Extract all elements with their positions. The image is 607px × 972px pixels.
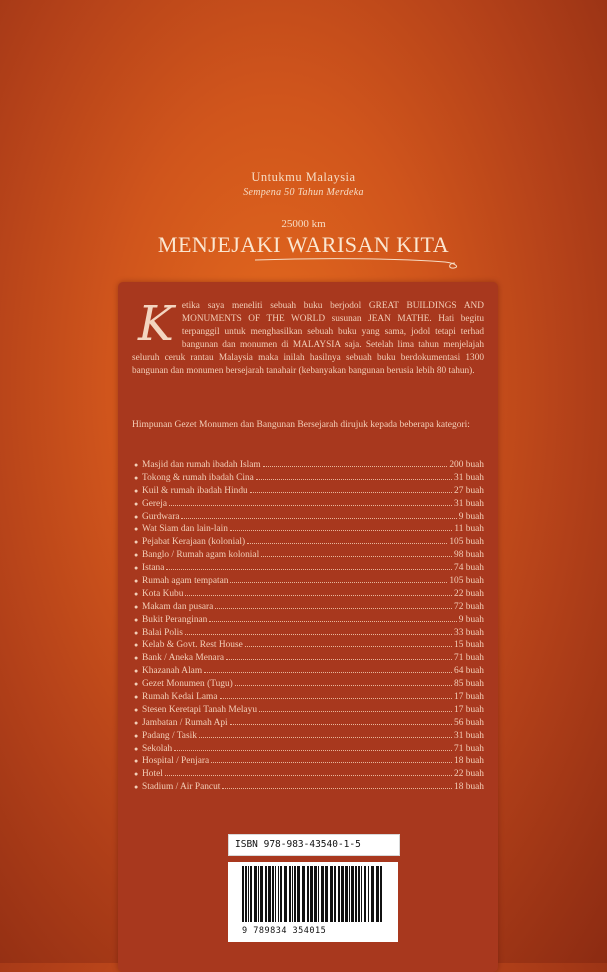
leader-dots [181,518,456,519]
category-row [134,576,484,589]
bullet-icon: ● [134,602,139,611]
barcode-bar [364,866,366,922]
category-count: 31 buah [454,730,484,741]
leader-dots [245,646,452,647]
subtitle-sempena: Sempena 50 Tahun Merdeka [243,187,364,198]
leader-dots [222,788,452,789]
category-name: Makam dan pusara [142,601,214,612]
distance-label: 25000 km [281,218,326,230]
category-row [134,640,484,653]
category-name: Rumah agam tempatan [142,576,229,587]
category-name: Wat Siam dan lain-lain [142,524,228,535]
leader-dots [169,505,452,506]
category-row [134,666,484,679]
barcode-bar [254,866,257,922]
bullet-icon: ● [134,461,139,469]
leader-dots [235,685,452,686]
bullet-icon: ● [134,473,139,482]
category-name: Pejabat Kerajaan (kolonial) [142,537,246,548]
bullet-icon: ● [134,577,139,586]
category-row [134,782,484,795]
leader-dots [185,595,452,596]
bullet-icon: ● [134,525,139,534]
category-name: Hospital / Penjara [142,756,210,767]
category-name: Tokong & rumah ibadah Cina [142,472,254,483]
category-name: Kelab & Govt. Rest House [142,640,243,651]
category-count: 22 buah [454,588,484,599]
bullet-icon: ● [134,667,139,676]
category-name: Bukit Peranginan [142,614,208,625]
bullet-icon: ● [134,680,139,689]
category-row [134,602,484,615]
bullet-icon: ● [134,538,139,547]
category-name: Gereja [142,498,167,509]
bullet-icon: ● [134,641,139,650]
bullet-icon: ● [134,615,139,624]
leader-dots [230,582,447,583]
bullet-icon: ● [134,744,139,753]
category-row [134,550,484,563]
leader-dots [209,621,456,622]
category-count: 27 buah [454,485,484,496]
category-count: 22 buah [454,769,484,780]
category-count: 200 buah [449,460,484,470]
leader-dots [165,775,452,776]
bullet-icon: ● [134,589,139,598]
bullet-icon: ● [134,512,139,521]
category-row [134,653,484,666]
category-name: Banglo / Rumah agam kolonial [142,550,260,561]
leader-dots [204,672,452,673]
category-name: Balai Polis [142,627,183,638]
leader-dots [220,698,453,699]
barcode-bar [284,866,287,922]
category-name: Khazanah Alam [142,666,203,677]
barcode-bar [330,866,333,922]
leader-dots [166,569,452,570]
intro-text: etika saya meneliti sebuah buku berjodol GREAT BUILDINGS AND MONUMENTS OF THE WORLD susunan JEAN MATHE. Hati begitu terpanggil untuk menghasilkan sebuah buku yang sama, jodol tetapi terhad bangunan dan monumen di MALAYSIA saja. Setelah lima tahun menjelajah seluruh ceruk rantau Malaysia maka inilah hasilnya sebuah buku berdokumentasi 1300 bangunan dan monumen bersejarah tanahair (kebanyakan bangunan berusia lebih 80 tahun). [132,301,484,376]
category-row [134,718,484,731]
barcode-bar [280,866,282,922]
barcode-bar [242,866,244,922]
category-count: 11 buah [454,524,484,535]
barcode-bar [325,866,328,922]
category-count: 17 buah [454,692,484,703]
barcode-bars [236,866,390,924]
category-count: 71 buah [454,743,484,754]
category-name: Gurdwara [142,511,180,522]
category-count: 105 buah [449,537,484,548]
bullet-icon: ● [134,551,139,560]
category-count: 18 buah [454,782,484,793]
barcode-bar [361,866,362,922]
barcode-bar [258,866,259,922]
barcode-bar [297,866,300,922]
category-count: 17 buah [454,704,484,715]
barcode-bar [289,866,291,922]
leader-dots [263,466,448,467]
category-count: 74 buah [454,563,484,574]
bullet-icon: ● [134,499,139,508]
intro-paragraph [132,296,484,378]
barcode-bar [307,866,309,922]
isbn-label: ISBN 978-983-43540-1-5 [228,834,400,856]
barcode-bar [248,866,249,922]
bullet-icon: ● [134,693,139,702]
barcode-bar [268,866,271,922]
leader-dots [261,556,452,557]
flourish-ornament [255,254,465,272]
category-row [134,628,484,641]
category-name: Rumah Kedai Lama [142,692,218,703]
category-name: Stesen Keretapi Tanah Melayu [142,704,258,715]
barcode [228,862,398,942]
barcode-bar [310,866,313,922]
category-list [134,460,484,795]
barcode-bar [260,866,263,922]
category-row [134,705,484,718]
category-count: 31 buah [454,498,484,509]
category-row [134,537,484,550]
category-row [134,460,484,473]
barcode-bar [368,866,369,922]
barcode-bar [278,866,279,922]
barcode-bar [318,866,319,922]
category-row [134,756,484,769]
barcode-bar [371,866,374,922]
barcode-bar [292,866,293,922]
category-name: Padang / Tasik [142,730,197,741]
bullet-icon: ● [134,770,139,779]
category-name: Kuil & rumah ibadah Hindu [142,485,248,496]
leader-dots [259,711,452,712]
bullet-icon: ● [134,628,139,637]
bullet-icon: ● [134,654,139,663]
barcode-bar [334,866,336,922]
dropcap-letter: K [138,296,174,352]
barcode-bar [302,866,305,922]
barcode-bar [358,866,360,922]
category-count: 71 buah [454,653,484,664]
leader-dots [185,634,452,635]
category-count: 9 buah [458,511,484,522]
category-name: Stadium / Air Pancut [142,782,221,793]
leader-dots [247,543,447,544]
category-row [134,486,484,499]
category-name: Hotel [142,769,163,780]
bullet-icon: ● [134,731,139,740]
barcode-bar [272,866,274,922]
bullet-icon: ● [134,718,139,727]
barcode-bar [355,866,357,922]
category-name: Istana [142,563,165,574]
category-count: 18 buah [454,756,484,767]
category-name: Masjid dan rumah ibadah Islam [142,460,261,470]
category-row [134,679,484,692]
leader-dots [230,724,452,725]
category-row [134,589,484,602]
barcode-bar [345,866,348,922]
category-count: 9 buah [458,614,484,625]
leader-dots [226,659,452,660]
bullet-icon: ● [134,705,139,714]
category-row [134,615,484,628]
subtitle-untukmu: Untukmu Malaysia [251,170,356,184]
barcode-bar [376,866,379,922]
category-name: Bank / Aneka Menara [142,653,225,664]
category-name: Jambatan / Rumah Api [142,717,228,728]
category-row [134,563,484,576]
category-row [134,744,484,757]
barcode-bar [349,866,350,922]
category-count: 31 buah [454,472,484,483]
leader-dots [211,762,452,763]
leader-dots [199,737,452,738]
category-count: 105 buah [449,576,484,587]
category-count: 33 buah [454,627,484,638]
leader-dots [230,530,452,531]
leader-dots [174,750,452,751]
category-row [134,473,484,486]
category-row [134,524,484,537]
category-count: 56 buah [454,717,484,728]
barcode-bar [294,866,296,922]
category-count: 15 buah [454,640,484,651]
category-name: Sekolah [142,743,173,754]
barcode-bar [275,866,276,922]
category-row [134,731,484,744]
bullet-icon: ● [134,757,139,766]
barcode-bar [380,866,382,922]
bullet-icon: ● [134,486,139,495]
category-row [134,512,484,525]
leader-dots [250,492,452,493]
barcode-number: 9 789834 354015 [242,926,327,936]
barcode-bar [250,866,252,922]
leader-dots [215,608,452,609]
barcode-bar [351,866,354,922]
bullet-icon: ● [134,564,139,573]
category-row [134,769,484,782]
book-title: MENJEJAKI WARISAN KITA [157,232,450,257]
barcode-bar [314,866,317,922]
category-count: 64 buah [454,666,484,677]
leader-dots [256,479,452,480]
barcode-bar [245,866,247,922]
category-name: Gezet Monumen (Tugu) [142,679,233,690]
categories-intro: Himpunan Gezet Monumen dan Bangunan Bersejarah dirujuk kepada beberapa kategori: [132,420,470,430]
category-name: Kota Kubu [142,588,184,599]
category-row [134,499,484,512]
category-count: 98 buah [454,550,484,561]
category-count: 85 buah [454,679,484,690]
bullet-icon: ● [134,783,139,792]
barcode-bar [338,866,340,922]
barcode-bar [265,866,267,922]
info-panel [118,282,498,972]
category-row [134,692,484,705]
category-count: 72 buah [454,601,484,612]
barcode-bar [321,866,324,922]
barcode-bar [341,866,344,922]
